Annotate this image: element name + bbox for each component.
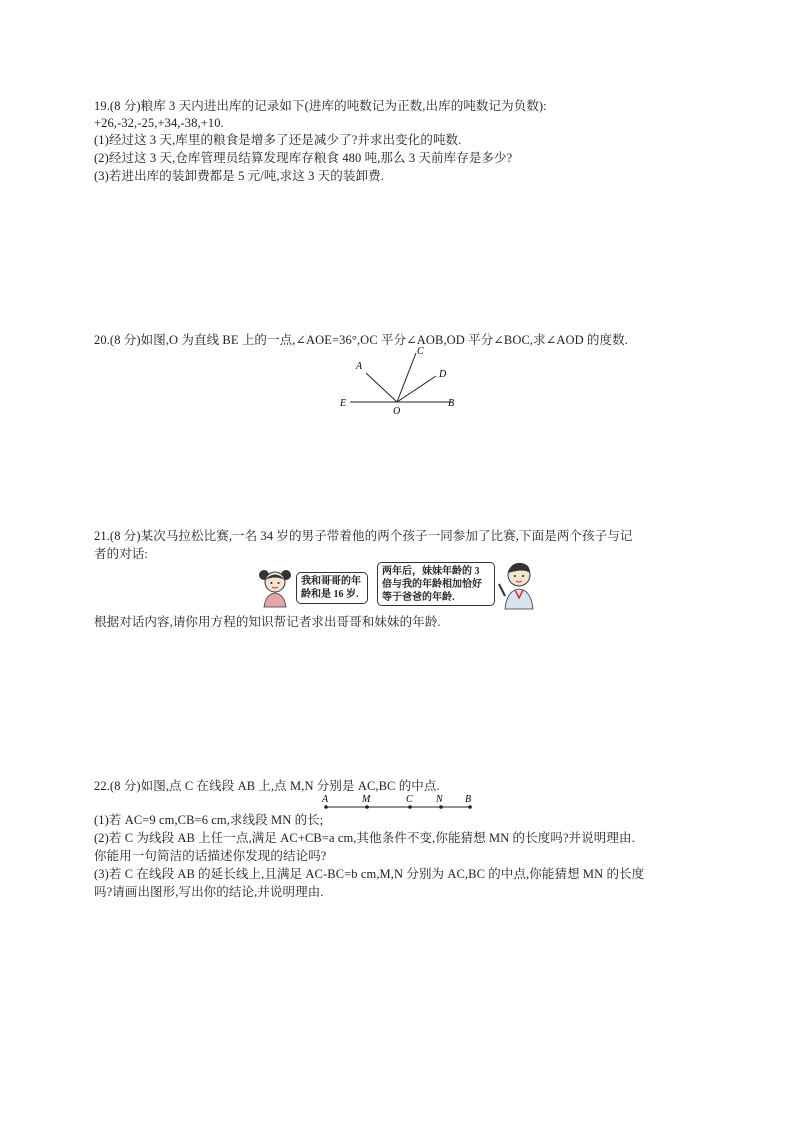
q21-question: 根据对话内容,请你用方程的知识帮记者求出哥哥和妹妹的年龄.: [94, 615, 441, 629]
ray-oc: [397, 353, 416, 402]
q21-stem-line1: 21.(8 分)某次马拉松比赛,一名 34 岁的男子带着他的两个孩子一同参加了比赛,下面是两个孩子与记: [94, 529, 633, 543]
q19-part3: (3)若进出库的装卸费都是 5 元/吨,求这 3 天的装卸费.: [94, 169, 384, 183]
label-o: O: [393, 406, 401, 417]
seg-label-c: C: [406, 794, 413, 805]
girl-illustration: [256, 566, 294, 608]
boy-speech-line3: 等于爸爸的年龄.: [382, 592, 455, 603]
point-b: [468, 805, 472, 809]
ray-oa: [366, 373, 397, 402]
boy-speech-bubble: [377, 562, 495, 606]
label-b: B: [448, 398, 455, 409]
boy-illustration: [497, 560, 541, 610]
point-n: [439, 805, 443, 809]
seg-label-b: B: [465, 794, 472, 805]
label-c: C: [417, 346, 424, 357]
boy-speech-line1: 两年后，妹妹年龄的 3: [382, 566, 480, 577]
seg-label-a: A: [322, 794, 329, 805]
q22-stem: 22.(8 分)如图,点 C 在线段 AB 上,点 M,N 分别是 AC,BC 的中点.: [94, 779, 440, 793]
q19-part1: (1)经过这 3 天,库里的粮食是增多了还是减少了?并求出变化的吨数.: [94, 133, 462, 147]
q20-stem: 20.(8 分)如图,O 为直线 BE 上的一点,∠AOE=36°,OC 平分∠AOB,OD 平分∠BOC,求∠AOD 的度数.: [94, 333, 628, 347]
q19-part2: (2)经过这 3 天,仓库管理员结算发现库存粮食 480 吨,那么 3 天前库存是多少?: [94, 151, 513, 165]
q22-part2-line1: (2)若 C 为线段 AB 上任一点,满足 AC+CB=a cm,其他条件不变,你能猜想 MN 的长度吗?并说明理由.: [94, 831, 635, 845]
q19-records: +26,-32,-25,+34,-38,+10.: [94, 116, 224, 130]
q19-stem: 19.(8 分)粮库 3 天内进出库的记录如下(进库的吨数记为正数,出库的吨数记为负数):: [94, 99, 547, 113]
label-d: D: [439, 369, 447, 380]
label-a: A: [356, 361, 363, 372]
q22-segment-figure: [318, 792, 478, 814]
seg-label-m: M: [362, 794, 371, 805]
q21-stem-line2: 者的对话:: [94, 547, 148, 561]
ray-od: [397, 376, 436, 402]
q20-angle-figure: [330, 344, 470, 418]
girl-speech-line1: 我和哥哥的年: [301, 576, 361, 587]
point-c: [408, 805, 412, 809]
q22-part2-line2: 你能用一句简洁的话描述你发现的结论吗?: [94, 849, 327, 863]
seg-label-n: N: [436, 794, 443, 805]
boy-speech-line2: 倍与我的年龄相加恰好: [382, 579, 482, 590]
q22-part3-line2: 吗?请画出图形,写出你的结论,并说明理由.: [94, 885, 324, 899]
q22-part1: (1)若 AC=9 cm,CB=6 cm,求线段 MN 的长;: [94, 813, 324, 827]
q22-part3-line1: (3)若 C 在线段 AB 的延长线上,且满足 AC-BC=b cm,M,N 分别为 AC,BC 的中点,你能猜想 MN 的长度: [94, 867, 645, 881]
point-a: [324, 805, 328, 809]
label-e: E: [340, 398, 347, 409]
girl-speech-line2: 龄和是 16 岁.: [301, 589, 359, 600]
girl-speech-bubble: [296, 572, 368, 604]
point-m: [365, 805, 369, 809]
